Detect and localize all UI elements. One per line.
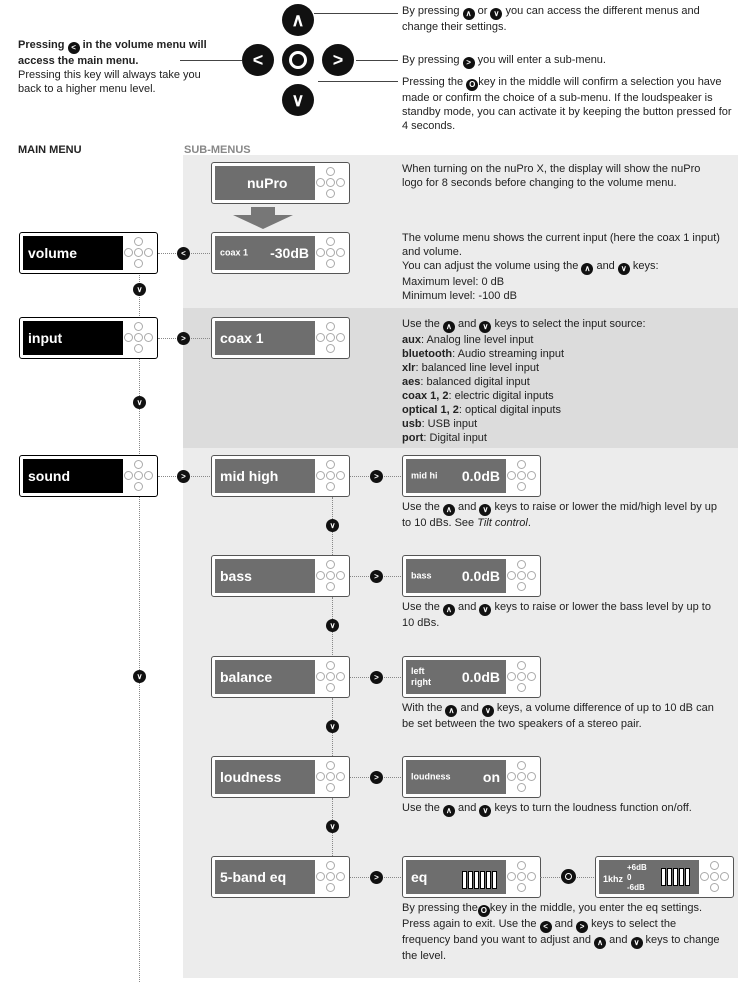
source-name: optical 1, 2 [402, 404, 459, 416]
center-inline-icon: O [466, 79, 478, 91]
main-item-label: sound [28, 468, 70, 484]
updown-note: By pressing ∧ or ∨ you can access the different menus and change their settings. [402, 5, 700, 33]
nupro-display [211, 162, 350, 204]
sound-sub-label: 5-band eq [220, 869, 287, 885]
input-intro: Use the ∧ and ∨ keys to select the input source: [402, 318, 646, 331]
keypad-icon [507, 460, 537, 492]
sound-value-display-0[interactable] [402, 455, 541, 497]
screen-value: 0.0dB [461, 669, 500, 685]
center-key-note: Pressing the O key in the middle will confirm a selection you have made or confirm the choice of a sub-menu. If the loudspeaker is standby mode, you can activate it by keeping the button pressed for 4 seconds. [402, 76, 732, 132]
down-arrow-icon: ∨ [326, 720, 339, 733]
screen-value: 0.0dB [461, 468, 500, 484]
main-item-label: input [28, 330, 63, 346]
eq-bars [661, 868, 690, 886]
right-inline-icon: > [576, 921, 588, 933]
right-arrow-icon: > [370, 671, 383, 684]
main-item-sound[interactable] [19, 455, 158, 497]
sound-sub-desc: With the ∧ and ∨ keys, a volume difference of up to 10 dB can be set between the two speakers of a stereo pair. [402, 702, 714, 730]
main-item-volume[interactable] [19, 232, 158, 274]
down-inline-icon: ∨ [479, 805, 491, 817]
sound-value-display-1[interactable] [402, 555, 541, 597]
pointer-line [356, 60, 398, 61]
down-arrow-icon: ∨ [326, 519, 339, 532]
source-desc: : Analog line level input [420, 334, 534, 346]
left-key-icon: < [242, 44, 274, 76]
keypad-icon [507, 560, 537, 592]
sound-sub-desc: By pressing the O key in the middle, you enter the eq settings. Press again to exit. Use the < and > keys to select the frequency band you want to adjust and ∧ and ∨ keys to change the level. [402, 902, 720, 962]
nupro-desc: When turning on the nuPro X, the display will show the nuPro logo for 8 seconds before changing to the volume menu. [402, 163, 701, 189]
right-key-icon: > [322, 44, 354, 76]
input-source-item [402, 431, 732, 445]
up-inline-icon: ∧ [581, 263, 593, 275]
source-name: bluetooth [402, 348, 453, 360]
sound-sub-desc: Use the ∧ and ∨ keys to raise or lower the mid/high level by up to 10 dBs. See Tilt control. [402, 501, 718, 529]
right-key-note: By pressing > you will enter a sub-menu. [402, 54, 606, 67]
sound-sub-label: bass [220, 568, 252, 584]
down-arrow-icon: ∨ [133, 283, 146, 296]
center-key-icon [282, 44, 314, 76]
left-inline-icon: < [540, 921, 552, 933]
sound-sub-desc: Use the ∧ and ∨ keys to turn the loudness function on/off. [402, 802, 692, 815]
keypad-icon [124, 237, 154, 269]
down-inline-icon: ∨ [631, 937, 643, 949]
volume-desc-line: Minimum level: -100 dB [402, 290, 517, 302]
source-name: coax 1, 2 [402, 390, 449, 402]
up-inline-icon: ∧ [443, 604, 455, 616]
down-arrow-icon: ∨ [133, 670, 146, 683]
keypad-icon [316, 460, 346, 492]
eq-bars [462, 871, 497, 889]
left-key-note: Pressing < in the volume menu will access the main menu. Pressing this key will always take you back to a higher menu level. [18, 39, 207, 95]
keypad-icon [316, 237, 346, 269]
volume-desc [402, 231, 722, 303]
down-key-icon: ∨ [282, 84, 314, 116]
right-arrow-icon: > [370, 771, 383, 784]
confirm-icon [561, 869, 576, 884]
down-inline-icon: ∨ [482, 705, 494, 717]
up-inline-icon: ∧ [463, 8, 475, 20]
up-inline-icon: ∧ [594, 937, 606, 949]
sound-sub-1[interactable] [211, 555, 350, 597]
center-inline-icon: O [478, 905, 490, 917]
right-arrow-icon: > [370, 570, 383, 583]
volume-desc-line: You can adjust the volume using the ∧ and ∨ keys: [402, 260, 659, 273]
sub-menus-header: SUB-MENUS [184, 144, 251, 156]
down-inline-icon: ∨ [490, 8, 502, 20]
source-desc: : balanced line level input [415, 362, 539, 374]
nupro-label: nuPro [247, 175, 288, 191]
main-menu-connector [139, 272, 140, 982]
source-desc: : Digital input [423, 432, 487, 444]
pointer-line [314, 13, 398, 14]
screen-small-text: loudness [411, 771, 451, 782]
right-arrow-icon: > [177, 470, 190, 483]
up-inline-icon: ∧ [443, 504, 455, 516]
volume-desc-line: Maximum level: 0 dB [402, 276, 505, 288]
keypad-icon [507, 661, 537, 693]
source-desc: : balanced digital input [420, 376, 530, 388]
keypad-icon [316, 661, 346, 693]
source-name: xlr [402, 362, 416, 374]
pointer-line [318, 81, 398, 82]
input-source-item [402, 347, 732, 361]
down-inline-icon: ∨ [479, 504, 491, 516]
sound-sub-desc: Use the ∧ and ∨ keys to raise or lower the bass level by up to 10 dBs. [402, 601, 711, 629]
screen-small-text: mid hi [411, 470, 438, 481]
down-block-arrow-icon [251, 207, 275, 215]
volume-sub-display[interactable] [211, 232, 350, 274]
main-item-input[interactable] [19, 317, 158, 359]
sound-sub-2[interactable] [211, 656, 350, 698]
eq-minus: -6dB [627, 883, 645, 892]
source-desc: : electric digital inputs [448, 390, 554, 402]
keypad-icon [316, 167, 346, 199]
input-source-item [402, 417, 732, 431]
main-item-label: volume [28, 245, 78, 261]
screen-value: on [482, 769, 500, 785]
down-arrow-icon: ∨ [326, 820, 339, 833]
left-arrow-icon: < [177, 247, 190, 260]
sound-sub-label: balance [220, 669, 273, 685]
source-desc: : USB input [421, 418, 478, 430]
keypad-icon [124, 460, 154, 492]
down-inline-icon: ∨ [479, 604, 491, 616]
up-inline-icon: ∧ [445, 705, 457, 717]
up-inline-icon: ∧ [443, 805, 455, 817]
screen-value: -30dB [270, 245, 309, 261]
input-sub-label: coax 1 [220, 330, 264, 346]
keypad-icon [316, 560, 346, 592]
input-sub-display[interactable] [211, 317, 350, 359]
keypad-icon [507, 861, 537, 893]
eq-freq: 1khz [603, 874, 624, 884]
sound-value-display-3[interactable] [402, 756, 541, 798]
input-source-item [402, 389, 732, 403]
input-desc [402, 317, 732, 445]
input-source-item [402, 361, 732, 375]
keypad-icon [316, 861, 346, 893]
sound-sub-label: mid high [220, 468, 279, 484]
keypad-icon [124, 322, 154, 354]
screen-small-text: coax 1 [220, 247, 249, 258]
sound-sub-4[interactable] [211, 856, 350, 898]
sound-value-display-4[interactable] [402, 856, 541, 898]
down-block-arrow-head [233, 215, 293, 229]
eq-plus: +6dB [627, 863, 647, 872]
source-name: aux [402, 334, 421, 346]
keypad-icon [316, 761, 346, 793]
source-desc: : optical digital inputs [458, 404, 561, 416]
screen-small-text: eq [411, 869, 428, 885]
right-inline-icon: > [463, 57, 475, 69]
keypad-icon [316, 322, 346, 354]
sound-sub-label: loudness [220, 769, 282, 785]
input-source-list [402, 333, 732, 445]
screen-small-text: left right [411, 666, 431, 687]
down-inline-icon: ∨ [618, 263, 630, 275]
eq-zero: 0 [627, 873, 632, 882]
main-menu-header: MAIN MENU [18, 144, 82, 156]
keypad-icon [700, 861, 730, 893]
left-key-inline-icon: < [68, 42, 80, 54]
down-arrow-icon: ∨ [133, 396, 146, 409]
screen-small-text: bass [411, 570, 432, 581]
screen-value: 0.0dB [461, 568, 500, 584]
input-source-item [402, 403, 732, 417]
sound-value-display-2[interactable] [402, 656, 541, 698]
sound-sub-3[interactable] [211, 756, 350, 798]
right-arrow-icon: > [370, 470, 383, 483]
keypad-icon [507, 761, 537, 793]
source-name: usb [402, 418, 422, 430]
input-source-item [402, 375, 732, 389]
source-name: aes [402, 376, 421, 388]
right-arrow-icon: > [177, 332, 190, 345]
sound-sub-0[interactable] [211, 455, 350, 497]
down-inline-icon: ∨ [479, 321, 491, 333]
down-arrow-icon: ∨ [326, 619, 339, 632]
source-name: port [402, 432, 424, 444]
source-desc: : Audio streaming input [452, 348, 565, 360]
volume-desc-line: The volume menu shows the current input (here the coax 1 input) and volume. [402, 232, 720, 258]
input-source-item [402, 333, 732, 347]
right-arrow-icon: > [370, 871, 383, 884]
up-key-icon: ∧ [282, 4, 314, 36]
eq-detail-display[interactable] [595, 856, 734, 898]
up-inline-icon: ∧ [443, 321, 455, 333]
